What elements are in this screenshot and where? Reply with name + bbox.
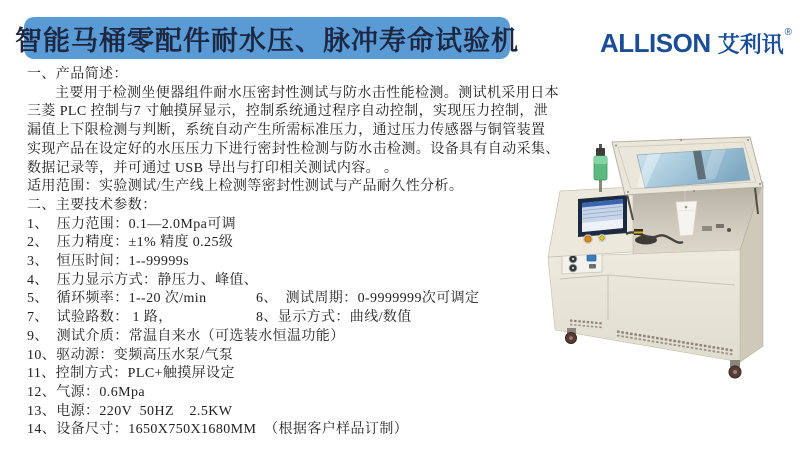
spec-row bbox=[27, 384, 547, 403]
spec-item: 9、 测试介质：常温自来水（可选装水恒温功能） bbox=[27, 328, 345, 344]
start-button[interactable] bbox=[600, 236, 605, 241]
spec-row bbox=[27, 347, 547, 366]
page-title: 智能马桶零配件耐水压、脉冲寿命试验机 bbox=[15, 25, 519, 56]
brand-logo-cjk: 艾利讯 bbox=[717, 31, 784, 57]
spec-row bbox=[27, 365, 547, 384]
spec-item: 2、 压力精度：±1% 精度 0.25级 bbox=[27, 235, 234, 251]
intro-paragraph-line: 数据记录等，并可通过 USB 导出与打印相关测试内容。 。 bbox=[27, 160, 399, 176]
spec-item: 12、气源：0.6Mpa bbox=[27, 384, 145, 400]
water-inlet-connector bbox=[587, 255, 596, 261]
intro-paragraph-line: 实现产品在设定好的水压压力下进行密封性检测与防水击检测。设备具有自动采集、 bbox=[27, 141, 560, 157]
spec-item: 5、 循环频率：1--20 次/min bbox=[27, 291, 207, 307]
spec-row bbox=[27, 328, 547, 347]
page-title-banner bbox=[15, 17, 519, 59]
drain-fitting bbox=[589, 264, 596, 269]
specs-heading: 二、主要技术参数： bbox=[27, 197, 157, 213]
caster-wheel bbox=[566, 328, 577, 344]
intro-paragraph-line: 三菱 PLC 控制与7 寸触摸屏显示，控制系统通过程序自动控制，实现压力控制，泄 bbox=[27, 104, 549, 120]
brand-logo bbox=[600, 28, 792, 58]
intro-heading: 一、产品简述： bbox=[27, 67, 128, 82]
spec-item: 1、 压力范围：0.1—2.0Mpa可调 bbox=[27, 216, 237, 232]
spec-row bbox=[27, 309, 547, 328]
spec-item: 7、 试验路数： 1 路， bbox=[27, 310, 173, 326]
intro-paragraph-line: 主要用于检测坐便器组件耐水压密封性测试与防水击性能检测。测试机采用日本 bbox=[55, 85, 559, 101]
spec-item: 13、电源：220V 50HZ 2.5KW bbox=[27, 403, 233, 419]
spec-row bbox=[27, 403, 547, 422]
brand-logo-latin: ALLISON bbox=[600, 27, 711, 58]
spec-row bbox=[27, 421, 547, 440]
registered-trademark-icon: ® bbox=[784, 26, 792, 38]
spec-item: 4、 压力显示方式：静压力、峰值、 bbox=[27, 272, 259, 288]
spec-item: 6、 测试周期：0-9999999次可调定 bbox=[256, 291, 480, 307]
spec-item: 8、显示方式：曲线/数值 bbox=[256, 310, 412, 326]
intro-paragraph-line: 漏值上下限检测与判断，系统自动产生所需标准压力，通过压力传感器与铜管装置 bbox=[27, 123, 546, 139]
spec-sheet-text bbox=[27, 66, 560, 440]
spec-row bbox=[27, 253, 547, 272]
signal-light-cap bbox=[596, 148, 605, 156]
spec-item: 11、控制方式：PLC+触摸屏设定 bbox=[27, 366, 235, 382]
spec-item: 14、设备尺寸：1650X750X1680MM （根据客户样品订制） bbox=[27, 422, 409, 438]
spec-row bbox=[27, 234, 547, 253]
spec-item: 3、 恒压时间：1--99999s bbox=[27, 254, 189, 270]
control-console bbox=[548, 187, 633, 257]
spec-row bbox=[27, 290, 547, 309]
spec-item: 10、驱动源：变频高压水泵/气泵 bbox=[27, 347, 234, 363]
caster-wheel bbox=[729, 360, 741, 378]
open-lid[interactable] bbox=[612, 137, 763, 195]
scope-line: 适用范围：实验测试/生产线上检测等密封性测试与产品耐久性分析。 bbox=[27, 179, 464, 195]
machine-photo bbox=[530, 58, 800, 393]
signal-light-tower bbox=[594, 144, 607, 192]
spec-row bbox=[27, 272, 547, 291]
emergency-stop-button[interactable] bbox=[585, 236, 591, 242]
spec-row bbox=[27, 216, 547, 235]
